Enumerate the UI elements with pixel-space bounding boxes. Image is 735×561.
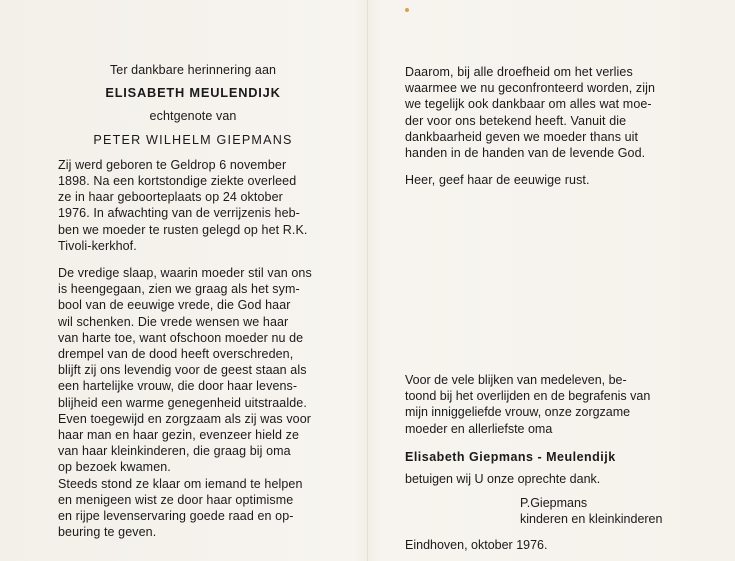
text-line: wil schenken. Die vrede wensen we haar (58, 314, 289, 329)
text-line: 1976. In afwachting van de verrijzenis heb- (58, 206, 300, 221)
text-line: der voor ons betekend heeft. Vanuit die (405, 113, 627, 128)
acknowledgement-paragraph (405, 372, 690, 437)
text-line: handen in de handen van de levende God. (405, 146, 646, 161)
family-name: Elisabeth Giepmans - Meulendijk (405, 449, 616, 464)
signature-block (520, 495, 690, 527)
text-line: dankbaarheid geven we moeder thans uit (405, 129, 639, 144)
text-line: toond bij het overlijden en de begrafenis van (405, 389, 651, 404)
text-line: en rijpe levenservaring goede raad en op- (58, 509, 294, 524)
acknowledgement-block (405, 372, 690, 553)
biography-paragraph (58, 157, 328, 254)
text-line: ze in haar geboorteplaats op 24 oktober (58, 190, 283, 205)
text-line: mijn inniggeliefde vrouw, onze zorgzame (405, 405, 631, 420)
text-line: moeder en allerliefste oma (405, 421, 553, 436)
corner-mark (405, 8, 409, 12)
text-line: Steeds stond ze klaar om iemand te helpen (58, 476, 303, 491)
thanks-closing: betuigen wij U onze oprechte dank. (405, 472, 601, 487)
place-date: Eindhoven, oktober 1976. (405, 538, 548, 553)
left-page (58, 62, 328, 540)
text-line: De vredige slaap, waarin moeder stil van ons (58, 266, 312, 281)
deceased-name: ELISABETH MEULENDIJK (105, 85, 281, 101)
text-line: Even toegewijd en zorgzaam als zij was voor (58, 411, 312, 426)
text-line: is heengegaan, zien we graag als het sym- (58, 282, 300, 297)
text-line: bool van de eeuwige vrede, die God haar (58, 298, 291, 313)
gratitude-paragraph (405, 64, 690, 161)
text-line: Tivoli-kerkhof. (58, 238, 137, 253)
signature-family: kinderen en kleinkinderen (520, 512, 663, 527)
card-fold-line (367, 0, 368, 561)
relation-text: echtgenote van (149, 109, 237, 124)
spouse-name: PETER WILHELM GIEPMANS (93, 132, 293, 147)
text-line: op bezoek kwamen. (58, 460, 171, 475)
text-line: waarmee we nu geconfronteerd worden, zijn (405, 81, 656, 96)
text-line: 1898. Na een kortstondige ziekte overleed (58, 174, 297, 189)
text-line: ben we moeder te rusten gelegd op het R.K. (58, 222, 308, 237)
text-line: drempel van de dood heeft overschreden, (58, 347, 294, 362)
intro-text: Ter dankbare herinnering aan (109, 63, 277, 77)
text-line: van haar kleinkinderen, die graag bij oma (58, 444, 291, 459)
text-line: beuring te geven. (58, 525, 157, 540)
text-line: blijft zij ons levendig voor de geest staan als (58, 363, 307, 378)
text-line: Daarom, bij alle droefheid om het verlies (405, 65, 633, 79)
text-line: en menigeen wist ze door haar optimisme (58, 492, 294, 507)
text-line: Voor de vele blijken van medeleven, be- (405, 373, 627, 387)
tribute-paragraph (58, 265, 328, 540)
text-line: een hartelijke vrouw, die door haar levens- (58, 379, 298, 394)
text-line: we tegelijk ook dankbaar om alles wat moe- (405, 97, 652, 112)
right-page (405, 64, 690, 188)
text-line: van harte toe, want ofschoon moeder nu de (58, 330, 304, 345)
prayer-line: Heer, geef haar de eeuwige rust. (405, 173, 590, 188)
text-line: Zij werd geboren te Geldrop 6 november (58, 157, 287, 172)
text-line: haar man en haar gezin, evenzeer hield ze (58, 428, 300, 443)
text-line: blijheid een warme genegenheid uitstraalde. (58, 395, 307, 410)
signature-name: P.Giepmans (520, 496, 588, 511)
